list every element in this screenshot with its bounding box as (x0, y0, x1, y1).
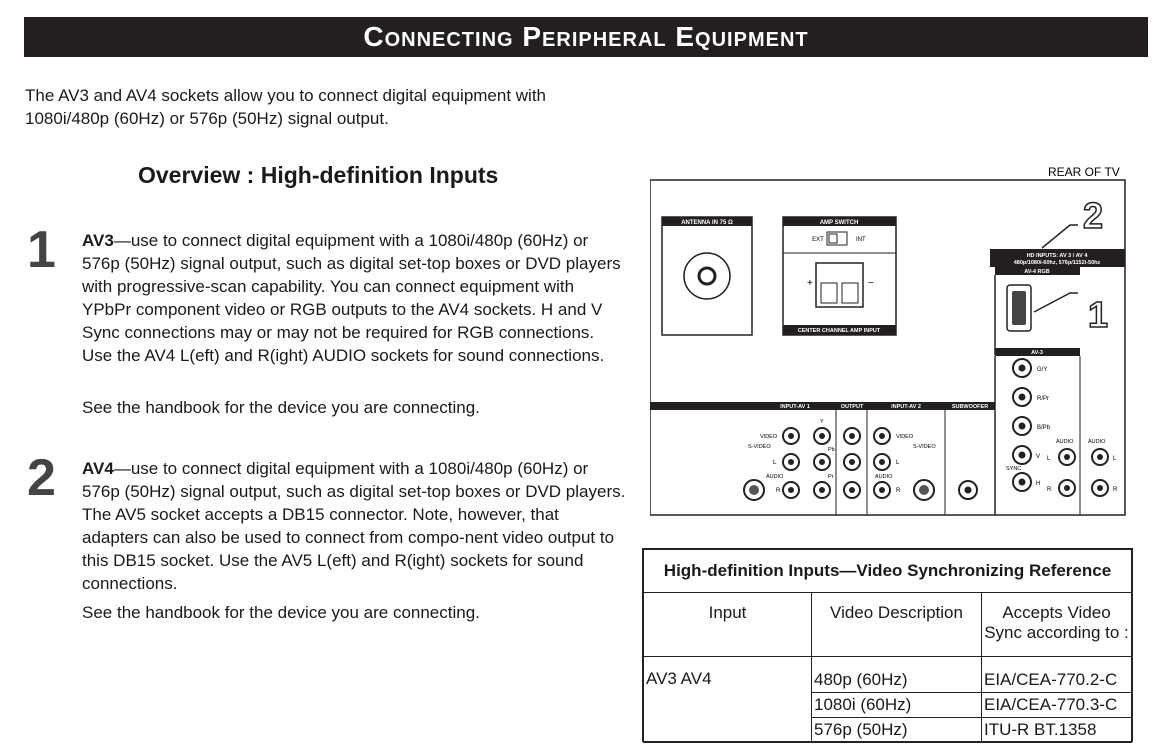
sync-cell: EIA/CEA-770.3-C (982, 693, 1132, 718)
input-av2-label: INPUT-AV 2 (891, 404, 921, 410)
av2-svideo-label: S-VIDEO (913, 444, 936, 450)
av4-audio-r-pin (1097, 485, 1103, 491)
step-2-text (82, 457, 627, 595)
step-2-name: AV4 (82, 459, 114, 478)
av4-rgb-label: AV-4 RGB (1024, 269, 1050, 275)
step-1-number: 1 (27, 221, 56, 279)
terminal-left (821, 283, 837, 303)
rpr-label: R/Pr (1037, 396, 1049, 402)
av1-pb-pin (819, 459, 825, 465)
output-jack-2-pin (849, 459, 855, 465)
output-jack-1-pin (849, 433, 855, 439)
av2-audio-r-label: R (896, 488, 901, 494)
av4-audio-l-pin (1097, 454, 1103, 460)
av3-audio-l-label: L (1047, 456, 1051, 462)
center-amp-label: CENTER CHANNEL AMP INPUT (797, 328, 881, 334)
av1-audio-l-pin (788, 459, 794, 465)
overview-heading: Overview : High-definition Inputs (138, 162, 499, 188)
ext-label: EXT (812, 237, 824, 243)
hd-inputs-line-1: HD INPUTS: AV 3 / AV 4 (1026, 253, 1088, 259)
input-av1-label: INPUT-AV 1 (780, 404, 810, 410)
av1-svideo-pin (749, 485, 759, 495)
callout-2: 2 (1082, 195, 1104, 236)
sync-label: SYNC (1006, 466, 1022, 472)
callout-1-line (1034, 293, 1078, 312)
page-title: Connecting Peripheral Equipment (363, 21, 809, 52)
callout-1: 1 (1087, 294, 1109, 335)
av1-pb-label: Pb (828, 447, 835, 453)
bpb-jack-pin (1019, 423, 1026, 430)
av2-svideo-pin (919, 485, 929, 495)
intro-paragraph: The AV3 and AV4 sockets allow you to connect digital equipment with 1080i/480p (60Hz) or 576p (50Hz) signal output. (25, 86, 547, 128)
step-1-text (82, 229, 627, 367)
subwoofer-pin (965, 487, 972, 494)
av1-video-label: VIDEO (760, 434, 778, 440)
h-sync-jack-pin (1019, 479, 1026, 486)
col-header-input: Input (644, 593, 812, 657)
table-row (644, 657, 1132, 693)
av2-audio-l-pin (879, 459, 885, 465)
av1-pr-pin (819, 487, 825, 493)
v-label: V (1036, 454, 1041, 460)
gy-label: G/Y (1037, 367, 1048, 373)
table-caption: High-definition Inputs—Video Synchronizing Reference (644, 550, 1132, 593)
step-2-number: 2 (27, 449, 56, 507)
av2-audio-label: AUDIO (875, 474, 893, 480)
rpr-jack-pin (1019, 394, 1026, 401)
antenna-box (662, 217, 752, 335)
av2-video-pin (879, 433, 885, 439)
av1-pr-label: Pr (828, 474, 834, 480)
rear-of-tv-label: REAR OF TV (1048, 165, 1120, 179)
av4-audio-label: AUDIO (1088, 439, 1106, 445)
av3-audio-r-label: R (1047, 487, 1052, 493)
terminal-right (842, 283, 858, 303)
av3-audio-r-pin (1064, 485, 1070, 491)
v-sync-jack-pin (1019, 452, 1026, 459)
step-2-note: See the handbook for the device you are connecting. (82, 603, 480, 622)
db15-inner (1012, 291, 1026, 325)
av1-video-pin (788, 433, 794, 439)
input-cell: AV3 AV4 (644, 657, 812, 743)
av3-label: AV-3 (1031, 350, 1043, 356)
hd-inputs-line-2: 480p/1080i-60hz, 576p/1152i-50hz (1013, 260, 1101, 266)
av1-y-pin (819, 433, 825, 439)
av1-audio-l-label: L (773, 460, 777, 466)
desc-cell: 1080i (60Hz) (812, 693, 982, 718)
av1-audio-label: AUDIO (766, 474, 784, 480)
int-label: INT (856, 237, 866, 243)
step-2-body: —use to connect digital equipment with a 1080i/480p (60Hz) or 576p (50Hz) signal output, such as digital set-top boxes or DVD players. The AV5 socket accepts a DB15 connector. Note, however, that adapters can also be used to connect from compo-nent video output to this DB15 socket. Use the AV5 L(eft) and R(ight) sockets for sound connections. (82, 459, 626, 593)
av1-audio-r-label: R (776, 488, 781, 494)
plus-label: + (807, 278, 813, 289)
amp-switch-label: AMP SWITCH (819, 220, 859, 226)
av1-y-label: Y (820, 419, 824, 425)
rear-panel-diagram (650, 165, 1150, 517)
av1-svideo-label: S-VIDEO (748, 444, 771, 450)
av2-audio-l-label: L (896, 460, 900, 466)
av3-audio-label: AUDIO (1056, 439, 1074, 445)
sync-cell: EIA/CEA-770.2-C (982, 657, 1132, 693)
sync-cell: ITU-R BT.1358 (982, 718, 1132, 743)
minus-label: − (868, 278, 874, 289)
bpb-label: B/Pb (1037, 425, 1051, 431)
desc-cell: 480p (60Hz) (812, 657, 982, 693)
antenna-label: ANTENNA IN 75 Ω (681, 220, 733, 226)
av3-audio-l-pin (1064, 454, 1070, 460)
av2-video-label: VIDEO (896, 434, 914, 440)
h-label: H (1036, 481, 1041, 487)
amp-switch-knob (829, 234, 837, 243)
subwoofer-label: SUBWOOFER (951, 404, 989, 410)
desc-cell: 576p (50Hz) (812, 718, 982, 743)
page-title-banner (24, 17, 1148, 57)
step-1-name: AV3 (82, 231, 114, 250)
callout-2-line (1042, 225, 1078, 248)
step-1-note: See the handbook for the device you are connecting. (82, 398, 480, 417)
av4-audio-r-label: R (1113, 487, 1118, 493)
av2-audio-r-pin (879, 487, 885, 493)
step-1-body: —use to connect digital equipment with a 1080i/480p (60Hz) or 576p (50Hz) signal output, such as digital set-top boxes or DVD players with progressive-scan capability. You can connect equipment with YPbPr component video or RGB outputs to the AV4 sockets. H and V Sync connections may or may not be required for RGB connections. Use the AV4 L(eft) and R(ight) AUDIO sockets for sound connections. (82, 231, 621, 365)
av1-audio-r-pin (788, 487, 794, 493)
gy-jack-pin (1019, 365, 1026, 372)
sync-reference-table (642, 548, 1133, 742)
bottom-label-bar (650, 402, 995, 410)
col-header-video-sync: Accepts Video Sync according to : (982, 593, 1132, 657)
av4-audio-l-label: L (1113, 456, 1117, 462)
output-label: OUTPUT (840, 404, 864, 410)
col-header-video-description: Video Description (812, 593, 982, 657)
output-jack-3-pin (849, 487, 855, 493)
